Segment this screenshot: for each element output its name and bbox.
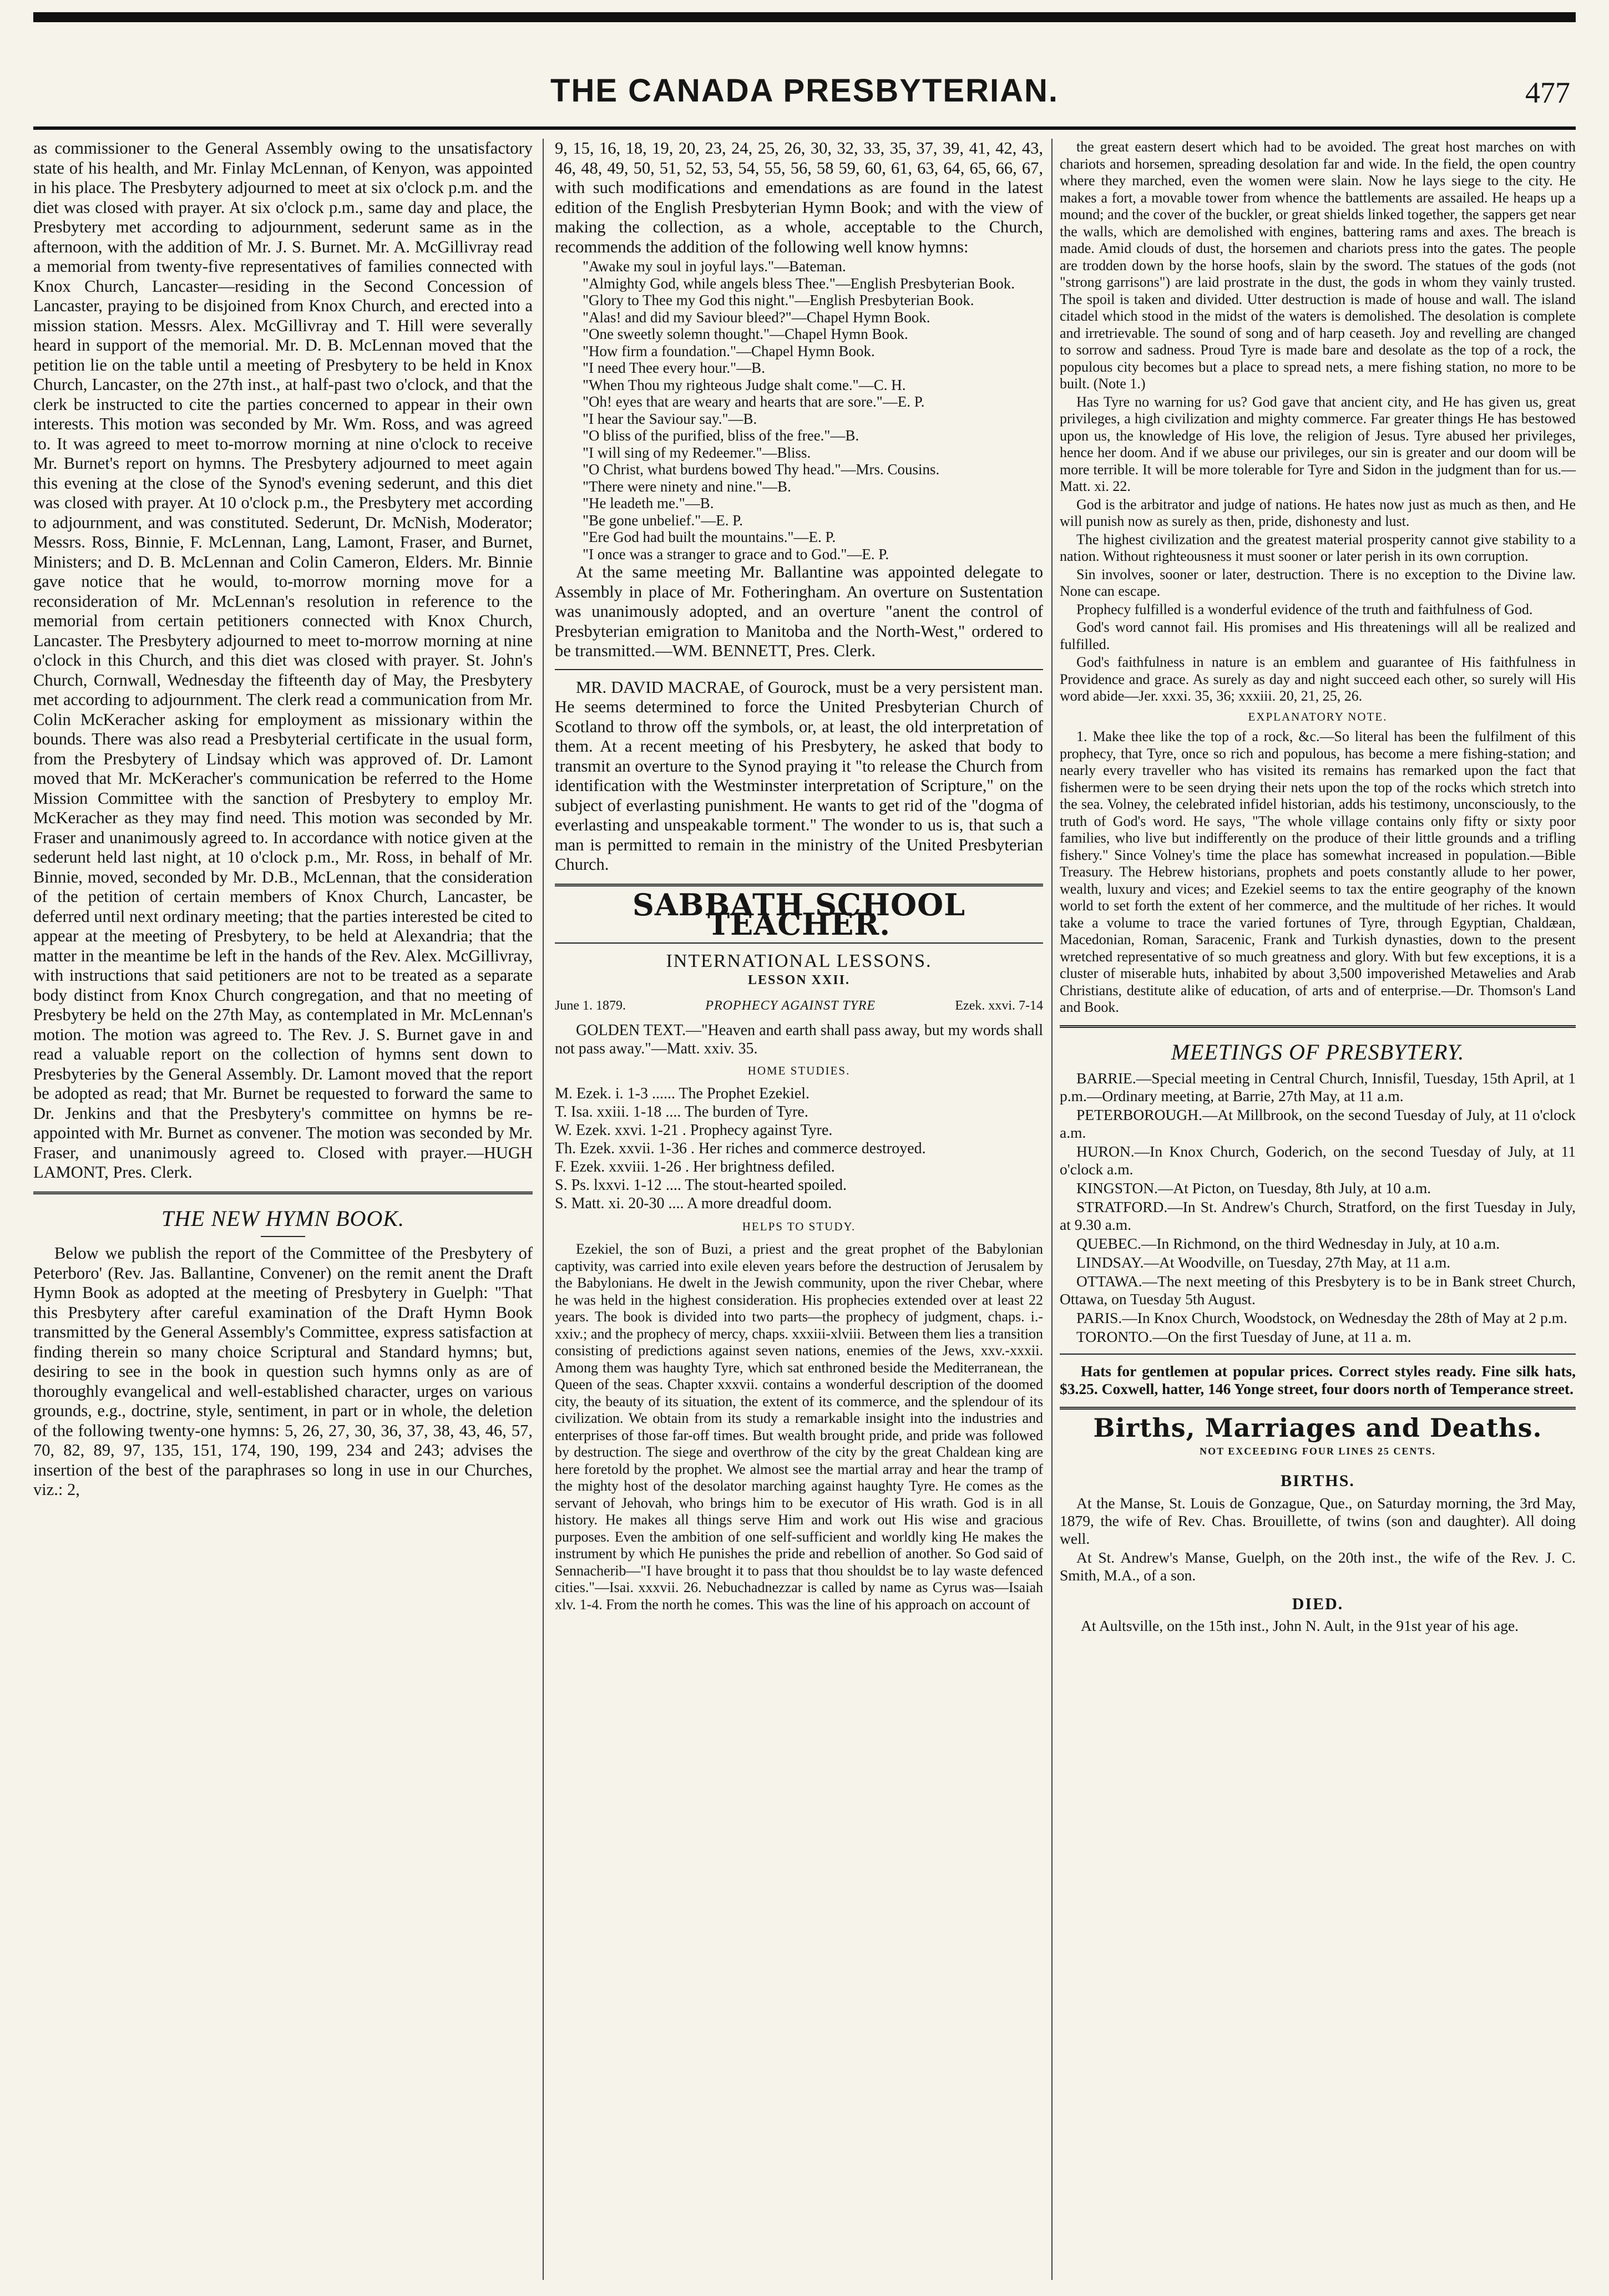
helps-to-study: Ezekiel, the son of Buzi, a priest and the great prophet of the Babylonian captivity, was carried into exile eleven years before the destruction of Jerusalem by the Babylonians. He dwelt in the Jewish community, upon the river Chebar, where he was held in the highest consideration. His prophecies extended over at least 22 years. The book is divided into two parts—the prophecy of judgment, chaps. i.-xxiv.; and the prophecy of mercy, chaps. xxxiii-xlviii. Between them lies a transition consisting of predictions against seven nations, enemies of the Jews, xxv.-xxxii. Among them was haughty Tyre, which sat enthroned beside the Mediterranean, the Queen of the seas. Chapter xxxvii. contains a wonderful description of the doomed city, the beauty of its situation, the extent of its commerce, and the splendour of its civilization. We obtain from its study a remarkable insight into the industries and enterprises of those far-off times. But wealth brought pride, and pride was followed by destruction. The siege and overthrow of the city by the great Chaldean king are here foretold by the prophet. We almost see the martial array and hear the tramp of the mighty host of the desolator marching against haughty Tyre. He comes as the servant of Jehovah, who brings him to be executor of His wrath. God is in all history. He makes all things serve Him and work out His wise and gracious purposes. Even the ambition of one self-sufficient and worldly king He makes the instrument by which He punishes the pride and rebellion of another. So God said of Sennacherib—"I have brought it to pass that thou shouldst be to lay waste defenced cities."—Isai. xxxvii. 26. Nebuchadnezzar is called by name as Cyrus was—Isaiah xlv. 1-4. From the north he comes. This was the line of his approach on account of: [555, 1241, 1043, 1613]
lesson-line: [555, 996, 1043, 1016]
hymn-entry: "O bliss of the purified, bliss of the free."—B.: [583, 427, 859, 444]
section-rule: [1060, 1025, 1576, 1028]
hymn-entry: "How firm a foundation."—Chapel Hymn Book.: [583, 342, 875, 359]
study-row: S. Matt. xi. 20-30 .... A more dreadful doom.: [555, 1194, 832, 1212]
international-lessons-heading: INTERNATIONAL LESSONS.: [666, 950, 932, 971]
hymn-entry: "There were ninety and nine."—B.: [583, 478, 791, 495]
birth-notice: At the Manse, St. Louis de Gonzague, Que., on Saturday morning, the 3rd May, 1879, the wife of Rev. Chas. Brouillette, of twins (son and daughter). All doing well.: [1060, 1494, 1576, 1547]
hymn-entry: "When Thou my righteous Judge shalt come."—C. H.: [583, 376, 906, 393]
newspaper-title: THE CANADA PRESBYTERIAN.: [550, 73, 1059, 109]
section-rule: [555, 942, 1043, 944]
hymn-entry: "I hear the Saviour say."—B.: [583, 410, 757, 427]
study-row: Th. Ezek. xxvii. 1-36 . Her riches and commerce destroyed.: [555, 1139, 926, 1157]
helps-heading: HELPS TO STUDY.: [742, 1219, 856, 1233]
short-rule: [261, 1236, 305, 1237]
death-notice: At Aultsville, on the 15th inst., John N. Ault, in the 91st year of his age.: [1081, 1617, 1519, 1634]
hymn-entry: "I will sing of my Redeemer."—Bliss.: [583, 444, 811, 461]
section-rule: [1060, 1354, 1576, 1355]
lesson-point: God's word cannot fail. His promises and His threatenings will all be realized and fulfilled.: [1060, 619, 1576, 652]
births-list: [1060, 1494, 1576, 1584]
meeting-entry: STRATFORD.—In St. Andrew's Church, Stratford, on the first Tuesday in July, at 9.30 a.m.: [1060, 1198, 1576, 1233]
lesson-point: Has Tyre no warning for us? God gave that ancient city, and He has given us, great privileges, a high civilization and mighty commerce. Far greater things He has bestowed upon us, the knowledge of His love, the religion of Jesus. Tyre abused her privileges, hence her doom. And if we abuse our privileges, our sin is greater and our doom will be more terrible. It will be more tolerable for Tyre and Sidon in the judgment than for us.—Matt. xi. 22.: [1060, 393, 1576, 494]
lesson-point: Prophecy fulfilled is a wonderful evidence of the truth and faithfulness of God.: [1076, 601, 1533, 617]
births-marriages-deaths-title: Births, Marriages and Deaths.: [1093, 1413, 1542, 1443]
page-number: 477: [1525, 76, 1570, 109]
meeting-entry: BARRIE.—Special meeting in Central Church, Innisfil, Tuesday, 15th April, at 1 p.m.—Ordinary meeting, at Barrie, 27th May, at 11 a.m.: [1060, 1070, 1576, 1104]
section-rule: [555, 884, 1043, 886]
lesson-point: Sin involves, sooner or later, destruction. There is no exception to the Divine law. None can escape.: [1060, 566, 1576, 599]
hymn-entry: "Ere God had built the mountains."—E. P.: [583, 529, 836, 545]
births-heading: BIRTHS.: [1281, 1472, 1355, 1490]
hymn-closing: At the same meeting Mr. Ballantine was appointed delegate to Assembly in place of Mr. Fotheringham. An overture on Sustentation was unanimously adopted, and an overture "anent the control of Presbyterian emigration to Manitoba and the North-West," ordered to be transmitted.—WM. BENNETT, Pres. Clerk.: [555, 562, 1043, 660]
column-divider: [543, 139, 544, 2280]
meeting-entry: QUEBEC.—In Richmond, on the third Wednesday in July, at 10 a.m.: [1076, 1235, 1500, 1252]
explanatory-heading: EXPLANATORY NOTE.: [1248, 709, 1388, 723]
hymn-entry: "Awake my soul in joyful lays."—Bateman.: [583, 258, 846, 275]
meetings-heading: MEETINGS OF PRESBYTERY.: [1171, 1039, 1465, 1065]
column-3: [1060, 139, 1576, 1636]
hymn-book-paragraph: Below we publish the report of the Committee of the Presbytery of Peterboro' (Rev. Jas. Ballantine, Convener) on the remit anent the Draft Hymn Book as adopted at the meeting of Presbytery in Guelph: "That this Presbytery after careful examination of the Draft Hymn Book transmitted by the General Assembly's Committee, express satisfaction at finding therein so many choice Scriptural and Standard hymns; but, desiring to see in the book in question such hymns only as are of thoroughly evangelical and well-established character, urges on various grounds, e.g., doctrine, style, sentiment, in part or in whole, the deletion of the following twenty-one hymns: 5, 26, 27, 30, 36, 37, 38, 43, 46, 57, 70, 82, 89, 97, 135, 151, 174, 190, 199, 234 and 243; advises the insertion of the best of the paraphrases so long in use in our Churches, viz.: 2,: [33, 1244, 533, 1499]
sabbath-school-teacher-title: SABBATH SCHOOL TEACHER.: [632, 886, 966, 942]
section-rule: [33, 1192, 533, 1194]
hymn-entry: "One sweetly solemn thought."—Chapel Hymn Book.: [583, 326, 908, 342]
explanatory-note: 1. Make thee like the top of a rock, &c.—So literal has been the fulfilment of this prophecy, that Tyre, once so rich and populous, has become a mere fishing-station; and nearly every traveller who has visited its remains has remarked upon the fact that fishermen were to be seen drying their nets upon the top of the rocks which stretch into the sea. Volney, the celebrated infidel historian, adds his testimony, unconsciously, to the truth of God's word. He says, "The whole village contains only fifty or sixty poor families, who live but indifferently on the produce of their little grounds and a trifling fishery." Since Volney's time the place has somewhat increased in population.—Bible Treasury. The Hebrew historians, prophets and poets constantly allude to her power, wealth, luxury and vices; and Ezekiel seems to tax the entire geography of the known world to set forth the extent of her commerce, and the multitude of her riches. It would take a volume to trace the varied fortunes of Tyre, through Egyptian, Chaldæan, Macedonian, Roman, Saracenic, Frank and Turkish dynasties, down to the present wretched representative of so much greatness and glory. With but few exceptions, it is a cluster of miserable huts, inhabited by about 3,500 impoverished Metawelies and Arab Christians, destitute alike of education, of arts and of enterprise.—Dr. Thomson's Land and Book.: [1060, 728, 1576, 1015]
meetings-list: [1060, 1070, 1576, 1346]
hymn-list-intro: 9, 15, 16, 18, 19, 20, 23, 24, 25, 26, 30, 32, 33, 35, 37, 39, 41, 42, 43, 46, 48, 49, 50, 51, 52, 53, 54, 55, 56, 58 59, 60, 61, 63, 64, 65, 66, 67, with such modifications and emendations as are found in the latest edition of the English Presbyterian Hymn Book; and with the view of making the collection, as a whole, acceptable to the Church, recommends the addition of the following well know hymns:: [555, 139, 1043, 256]
column-1: [33, 139, 533, 1501]
lesson-date: June 1. 1879.: [555, 998, 626, 1013]
hymn-entry: "Be gone unbelief."—E. P.: [583, 511, 743, 529]
column-2: [555, 139, 1043, 1614]
hymn-entry: "I once was a stranger to grace and to God."—E. P.: [583, 545, 889, 562]
study-row: S. Ps. lxxvi. 1-12 .... The stout-hearted spoiled.: [555, 1176, 847, 1194]
meeting-entry: LINDSAY.—At Woodville, on Tuesday, 27th May, at 11 a.m.: [1076, 1254, 1451, 1271]
masthead: [33, 72, 1576, 122]
hymn-entry: "O Christ, what burdens bowed Thy head."—Mrs. Cousins.: [583, 461, 940, 478]
study-row: F. Ezek. xxviii. 1-26 . Her brightness defiled.: [555, 1158, 835, 1175]
meeting-entry: KINGSTON.—At Picton, on Tuesday, 8th July, at 10 a.m.: [1076, 1179, 1431, 1197]
lesson-reference: Ezek. xxvi. 7-14: [955, 998, 1043, 1013]
hymn-entry: "Oh! eyes that are weary and hearts that are sore."—E. P.: [583, 393, 925, 410]
birth-notice: At St. Andrew's Manse, Guelph, on the 20th inst., the wife of the Rev. J. C. Smith, M.A., of a son.: [1060, 1548, 1576, 1584]
meeting-entry: PARIS.—In Knox Church, Woodstock, on Wednesday the 28th of May at 2 p.m.: [1076, 1309, 1567, 1326]
hat-advertisement: Hats for gentlemen at popular prices. Correct styles ready. Fine silk hats, $3.25. Coxwell, hatter, 146 Yonge street, four doors north of Temperance street.: [1060, 1362, 1576, 1397]
header-rule: [33, 126, 1576, 130]
meeting-entry: OTTAWA.—The next meeting of this Presbytery is to be in Bank street Church, Ottawa, on Tuesday 5th August.: [1060, 1273, 1576, 1307]
hymn-list: [555, 258, 1043, 562]
macrae-paragraph: MR. DAVID MACRAE, of Gourock, must be a very persistent man. He seems determined to force the United Presbyterian Church of Scotland to throw off the symbols, or, at least, the old interpretation of them. At a recent meeting of his Presbytery, he asked that body to transmit an overture to the Synod praying it "to release the Church from identification with the Westminster interpretation of Scripture," on the subject of everlasting punishment. He wants to get rid of the "dogma of everlasting and unspeakable torment." The wonder to us is, that such a man is permitted to remain in the ministry of the United Presbyterian Church.: [555, 677, 1043, 874]
meeting-entry: HURON.—In Knox Church, Goderich, on the second Tuesday of July, at 11 o'clock a.m.: [1060, 1143, 1576, 1178]
hymn-entry: "I need Thee every hour."—B.: [583, 359, 765, 376]
hymn-book-heading: THE NEW HYMN BOOK.: [161, 1205, 405, 1231]
hymn-entry: "Alas! and did my Saviour bleed?"—Chapel Hymn Book.: [583, 308, 930, 326]
died-heading: DIED.: [1292, 1594, 1344, 1613]
golden-text: GOLDEN TEXT.—"Heaven and earth shall pass away, but my words shall not pass away."—Matt. xxiv. 35.: [555, 1022, 1043, 1057]
hymn-entry: "Almighty God, while angels bless Thee."—English Presbyterian Book.: [583, 275, 1015, 292]
hymn-entry: "He leadeth me."—B.: [583, 495, 714, 511]
hymn-entry: "Glory to Thee my God this night."—English Presbyterian Book.: [583, 292, 974, 308]
lesson-point: God is the arbitrator and judge of nations. He hates now just as much as then, and He will punish now as surely as then, pride, dishonesty and lust.: [1060, 496, 1576, 529]
lesson-title: PROPHECY AGAINST TYRE: [705, 998, 876, 1013]
meeting-entry: PETERBOROUGH.—At Millbrook, on the second Tuesday of July, at 11 o'clock a.m.: [1060, 1106, 1576, 1141]
lesson-point: God's faithfulness in nature is an emblem and guarantee of His faithfulness in Providence and grace. As surely as day and night succeed each other, so surely will His word abide—Jer. xxxi. 35, 36; xxxiii. 20, 21, 25, 26.: [1060, 654, 1576, 704]
top-rule: [33, 12, 1576, 22]
tyre-commentary: [1060, 139, 1576, 1016]
study-row: W. Ezek. xxvi. 1-21 . Prophecy against Tyre.: [555, 1121, 833, 1139]
section-rule: [555, 669, 1043, 670]
column-divider: [1051, 139, 1053, 2280]
section-rule: [1060, 1407, 1576, 1410]
study-row: T. Isa. xxiii. 1-18 .... The burden of Tyre.: [555, 1103, 808, 1121]
home-studies-heading: HOME STUDIES.: [747, 1064, 851, 1077]
meeting-entry: TORONTO.—On the first Tuesday of June, at 11 a. m.: [1076, 1328, 1411, 1345]
tyre-paragraph: the great eastern desert which had to be avoided. The great host marches on with chariots and horsemen, spreading desolation far and wide. In the field, the open country where they marched, even the women were slain. Now he lays siege to the city. He makes a fort, a movable tower from whence the battlements are assailed. He heaps up a mound; and the cover of the buckler, or great shields linked together, the sappers get near the walls, which are demolished with engines, battering rams and axes. The breach is made. Amid clouds of dust, the horsemen and chariots press into the gates. The people are trodden down by the horse hoofs, slain by the sword. The statues of the gods (not "strong garrisons") are laid prostrate in the dust, the gods in whom they vainly trusted. The spoil is taken and divided. Utter destruction is made of house and wall. The island citadel which stood in the midst of the waters is demolished. The desolation is complete and irretrievable. The sound of song and of harp ceaseth. Joy and revelling are changed to sorrow and sadness. Proud Tyre is made bare and desolate as the top of a rock, the populous city becomes but a place to spread nets, a mere fishing station, no more to be built. (Note 1.): [1060, 139, 1576, 392]
home-studies-list: [555, 1084, 1043, 1213]
study-row: M. Ezek. i. 1-3 ...... The Prophet Ezekiel.: [555, 1084, 810, 1102]
presbytery-report: as commissioner to the General Assembly owing to the unsatisfactory state of his health, and Mr. Finlay McLennan, of Kenyon, was appointed in his place. The Presbytery adjourned to meet at six o'clock p.m. and the diet was closed with prayer. At six o'clock p.m., same day and place, the Presbytery met according to adjournment, sederunt same as in the afternoon, with the addition of Mr. J. S. Burnet. Mr. A. McGillivray read a memorial from twenty-five representatives of families connected with Knox Church, Lancaster—residing in the Second Concession of Lancaster, praying to be disjoined from Knox Church, and erected into a mission station. Messrs. Alex. McGillivray and T. Hill were severally heard in support of the memorial. Mr. D. B. McLennan moved that the petition lie on the table until a meeting of Presbytery to be held in Knox Church, Lancaster, on the 27th inst., at half-past two o'clock, and that the clerk be instructed to cite the parties concerned to appear in their own interests. This motion was seconded by Mr. Wm. Ross, and was agreed to. It was agreed to meet to-morrow morning at nine o'clock to receive Mr. Burnet's report on hymns. The Presbytery adjourned to meet again this evening at the close of the Synod's evening sederunt, and this diet was closed with prayer. At 10 o'clock p.m., the Presbytery met according to adjournment, and was constituted. Sederunt, Dr. McNish, Moderator; Messrs. Ross, Binnie, F. McLennan, Lang, Lamont, Fraser, and Burnet, Ministers; and D. B. McLennan and Colin Cameron, Elders. Mr. Binnie gave notice that he would, to-morrow morning move for a reconsideration of Mr. McLennan's resolution in reference to the memorial from certain petitioners connected with Knox Church, Lancaster. The Presbytery adjourned to meet to-morrow morning at nine o'clock in this Church, and this diet was closed with prayer. St. John's Church, Cornwall, Wednesday the fifteenth day of May, the Presbytery met according to adjournment. The clerk read a communication from Mr. Colin McKeracher asking for employment as missionary within the bounds. There was also read a Presbyterial certificate in the usual form, from the Presbytery of Lindsay which was approved of. Dr. Lamont moved that Mr. McKeracher's communication be referred to the Home Mission Committee with the sanction of Presbytery to employ Mr. McKeracher as they may find need. This motion was seconded by Mr. Fraser and unanimously agreed to. In accordance with notice given at the sederunt held last night, at 10 o'clock p.m., Mr. Ross, in behalf of Mr. Binnie, moved, seconded by Mr. D.B., McLennan, that the consideration of the petition of certain members of Knox Church, Lancaster, be deferred until next ordinary meeting; that the parties interested be cited to appear at the meeting of Presbytery, to be held at Alexandria; that the matter in the meantime be left in the hands of the Rev. Alex. McGillivray, with instructions that said petitioners are not to be treated as a separate body distinct from Knox Church congregation, and that no meeting of Presbytery be held on the 27th May, as contemplated in Mr. McLennan's motion. The motion was agreed to. The Rev. J. S. Burnet gave in and read a valuable report on the collection of hymns sent down to Presbyteries by the General Assembly. Dr. Lamont moved that the report be adopted as read; that Mr. Burnet be requested to forward the same to Dr. Jenkins and that the Presbytery's committee on hymns be re-appointed with Mr. Burnet as convener. The motion was seconded by Mr. Fraser, and unanimously agreed to. Closed with prayer.—HUGH LAMONT, Pres. Clerk.: [33, 139, 533, 1182]
lesson-number: LESSON XXII.: [747, 973, 851, 987]
notice-rate: NOT EXCEEDING FOUR LINES 25 CENTS.: [1200, 1445, 1436, 1457]
lesson-point: The highest civilization and the greatest material prosperity cannot give stability to a nation. Without righteousness it must sooner or later perish in its own corruption.: [1060, 531, 1576, 564]
